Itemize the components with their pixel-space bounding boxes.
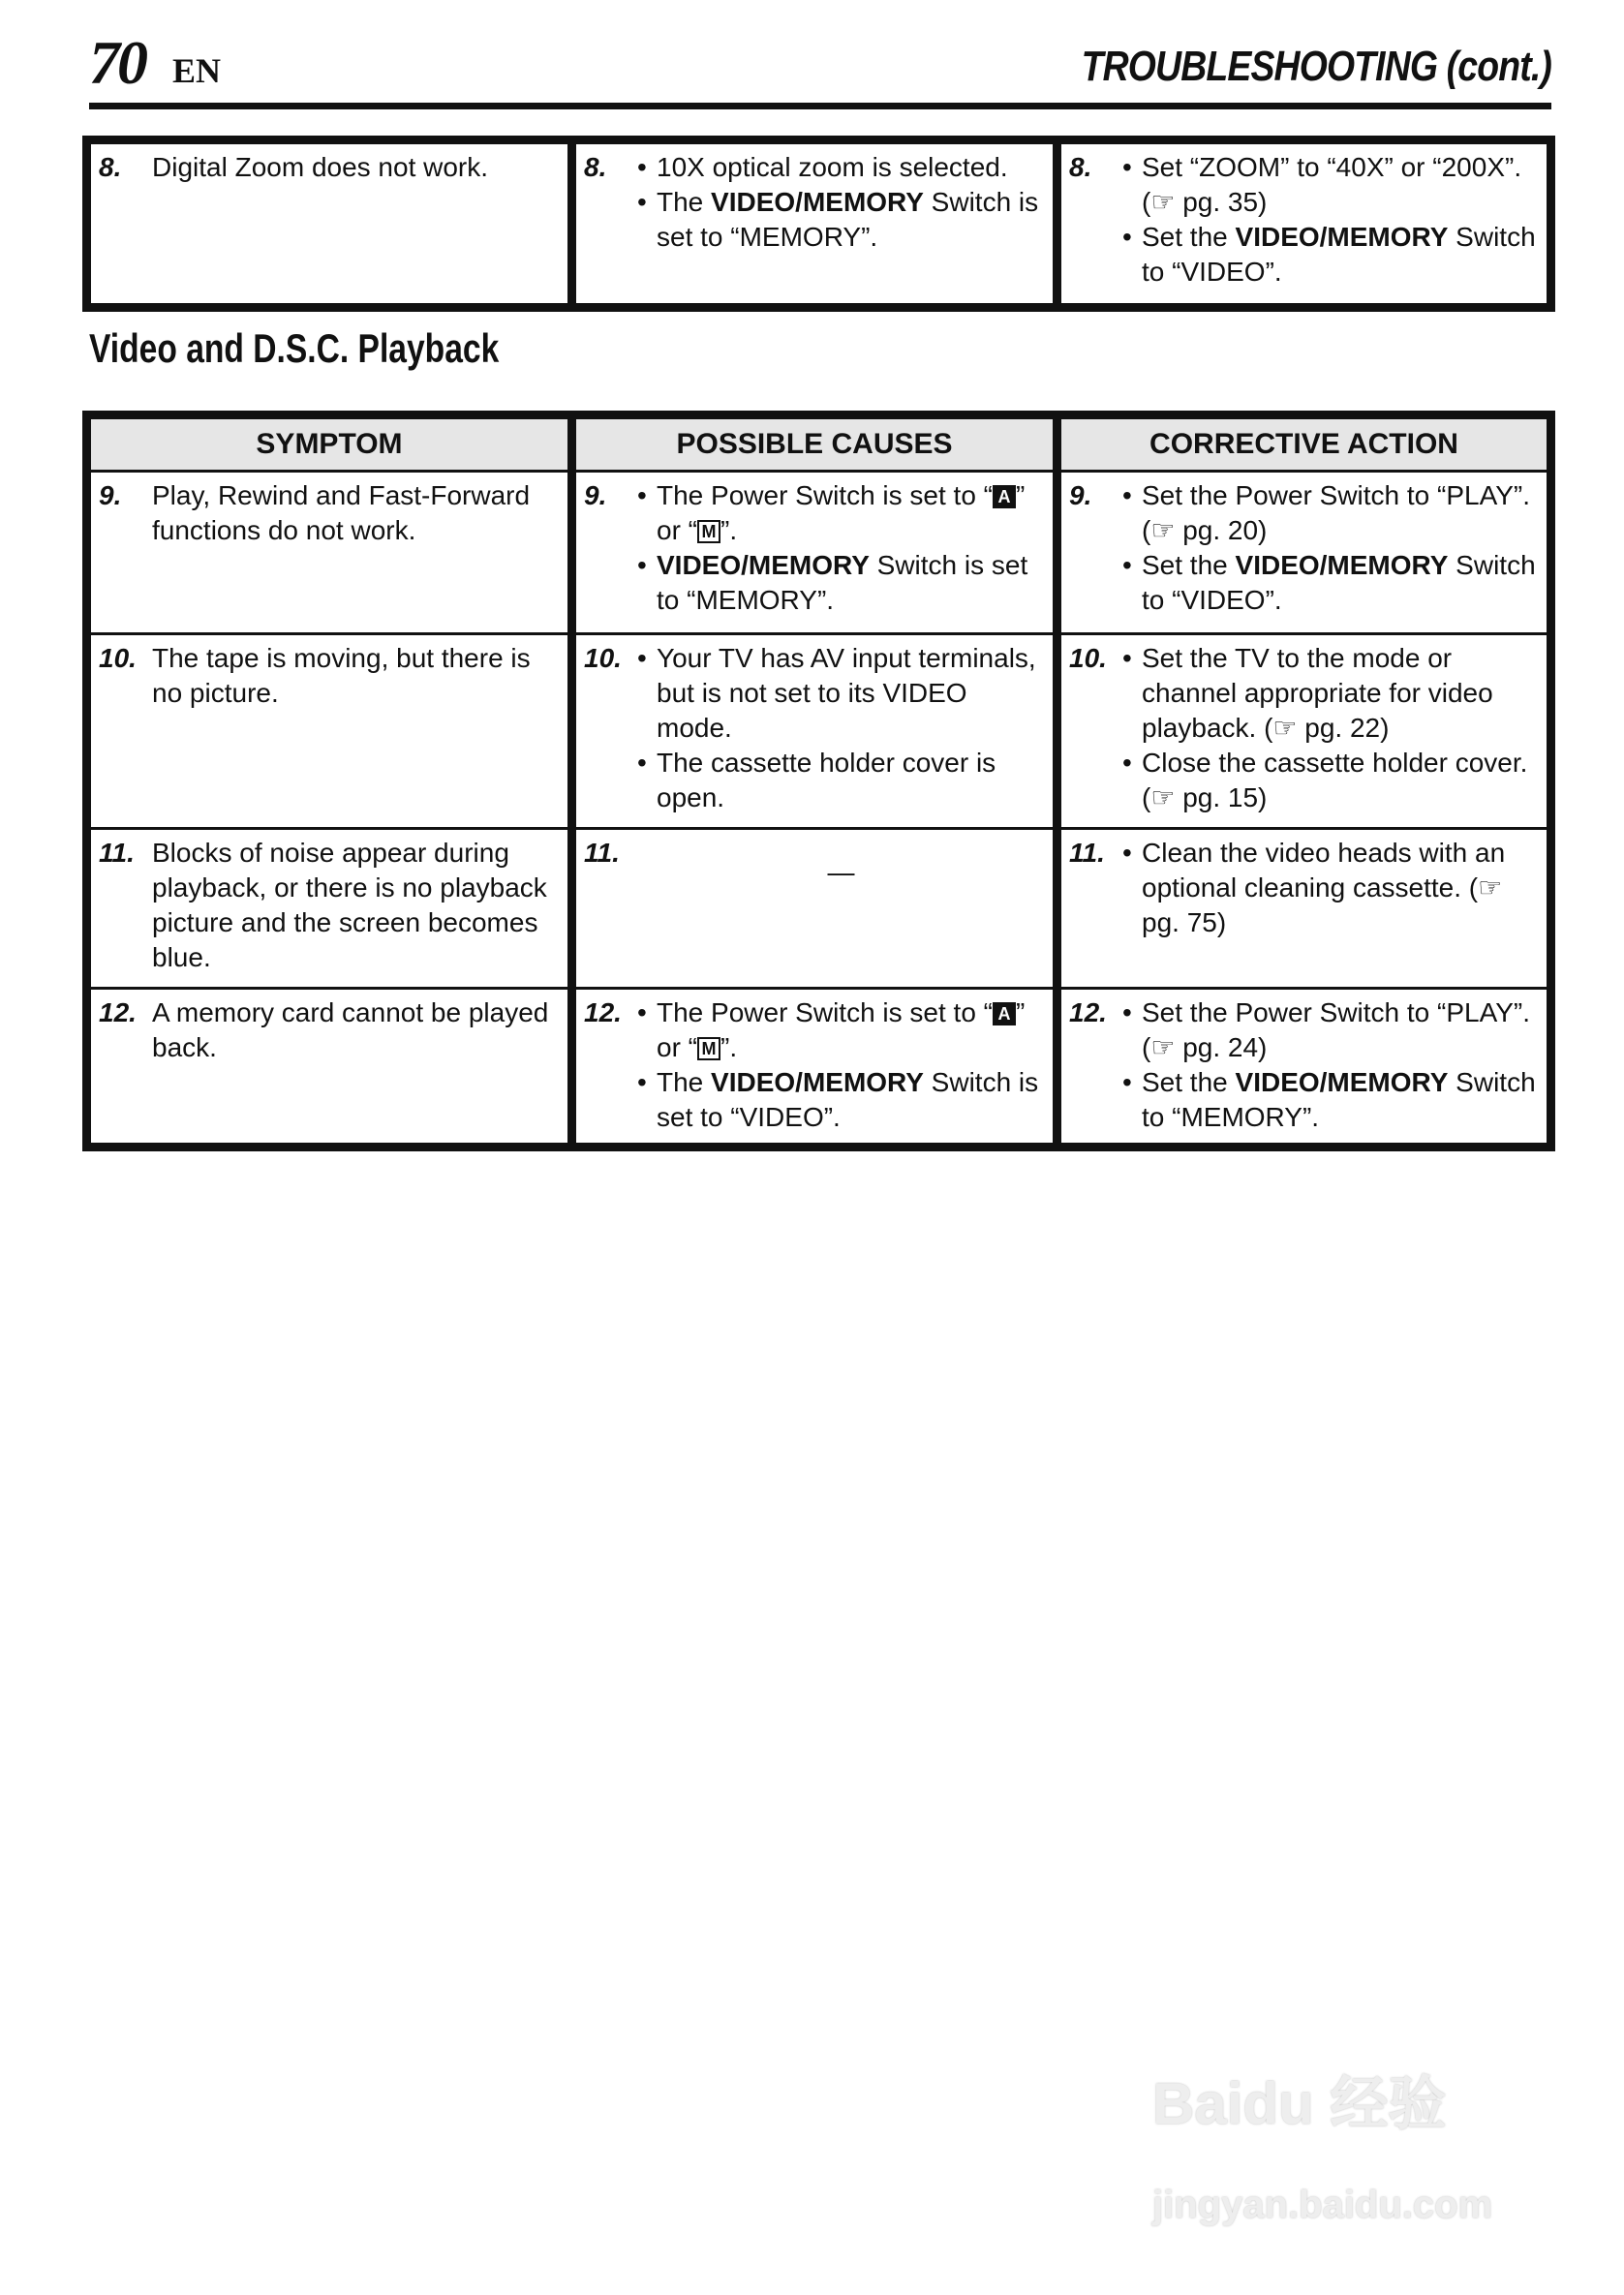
column-header-symptom: SYMPTOM [91,419,576,473]
item-number: 12. [1069,997,1107,1027]
page-number: 70 [89,28,145,97]
item-number: 10. [584,643,622,673]
item-number: 10. [99,643,137,673]
item-number: 9. [99,480,122,510]
symptom-cell [91,830,576,990]
language-label: EN [172,51,222,90]
symptom-text: The tape is moving, but there is no picture. [152,643,531,708]
bullet-item: • Set the VIDEO/MEMORY Switch to “VIDEO”. [1122,222,1536,287]
action-cell [1061,635,1547,830]
symptom-text: Play, Rewind and Fast-Forward functions do not work. [152,480,531,545]
bullet-item: • Clean the video heads with an optional cleaning cassette. (☞ pg. 75) [1122,838,1506,937]
bullet-item: • The Power Switch is set to “ A ” or “ M ”. [637,480,1026,545]
causes-cell [576,830,1061,990]
item-number: 8. [1069,152,1092,182]
playback-troubleshooting-table [82,411,1555,1151]
bullet-item: • Close the cassette holder cover. (☞ pg. 15) [1122,748,1528,812]
action-cell [1061,144,1547,303]
symptom-cell [91,144,576,303]
page-title: TROUBLESHOOTING (cont.) [1081,43,1551,90]
item-number: 12. [99,997,137,1027]
bullet-item: • Set the VIDEO/MEMORY Switch to “VIDEO”. [1122,550,1536,615]
item-number: 8. [584,152,607,182]
item-number: 11. [584,838,620,868]
bullet-item: • Set the TV to the mode or channel appropriate for video playback. (☞ pg. 22) [1122,643,1493,743]
action-cell [1061,990,1547,1143]
causes-cell [576,144,1061,303]
no-cause-dash: — [827,857,855,887]
symptom-text: A memory card cannot be played back. [152,997,549,1062]
symptom-cell [91,473,576,635]
table-row [91,635,1547,830]
causes-cell [576,473,1061,635]
item-number: 12. [584,997,622,1027]
bullet-item: • Set the VIDEO/MEMORY Switch to “MEMORY”. [1122,1067,1536,1132]
bullet-item: • The VIDEO/MEMORY Switch is set to “MEMORY”. [637,187,1039,252]
manual-mode-icon: M [697,520,720,543]
item-number: 8. [99,152,122,182]
auto-mode-icon: A [993,1002,1016,1025]
item-number: 11. [1069,838,1105,868]
bullet-item: • Your TV has AV input terminals, but is not set to its VIDEO mode. [637,643,1036,743]
symptom-text: Digital Zoom does not work. [152,152,489,182]
bullet-item: • Set the Power Switch to “PLAY”. (☞ pg. 24) [1122,997,1530,1062]
table-row [91,473,1547,635]
causes-cell [576,635,1061,830]
column-header-action: CORRECTIVE ACTION [1061,419,1547,473]
causes-cell [576,990,1061,1143]
bullet-item: • The cassette holder cover is open. [637,748,996,812]
item-number: 9. [1069,480,1092,510]
watermark-logo: Baidu 经验 [1152,2071,1447,2136]
table-row [91,990,1547,1143]
bullet-item: • Set “ZOOM” to “40X” or “200X”. (☞ pg. 35) [1122,152,1522,217]
page-header [89,25,1551,109]
troubleshooting-table-continued [82,136,1555,312]
bullet-item: • The Power Switch is set to “ A ” or “ M ”. [637,997,1026,1062]
symptom-cell [91,990,576,1143]
bullet-item: • The VIDEO/MEMORY Switch is set to “VIDEO”. [637,1067,1039,1132]
watermark-url: jingyan.baidu.com [1152,2184,1493,2226]
table-row [91,830,1547,990]
table-row [91,144,1547,303]
item-number: 10. [1069,643,1107,673]
symptom-cell [91,635,576,830]
symptom-text: Blocks of noise appear during playback, or there is no playback picture and the screen becomes blue. [152,838,547,972]
section-title: Video and D.S.C. Playback [89,325,500,371]
bullet-item: • Set the Power Switch to “PLAY”. (☞ pg. 20) [1122,480,1530,545]
manual-mode-icon: M [697,1037,720,1060]
bullet-item: • VIDEO/MEMORY Switch is set to “MEMORY”. [637,550,1028,615]
auto-mode-icon: A [993,485,1016,508]
action-cell [1061,473,1547,635]
item-number: 11. [99,838,135,868]
item-number: 9. [584,480,607,510]
action-cell [1061,830,1547,990]
bullet-item: • 10X optical zoom is selected. [637,152,1008,182]
column-header-causes: POSSIBLE CAUSES [576,419,1061,473]
